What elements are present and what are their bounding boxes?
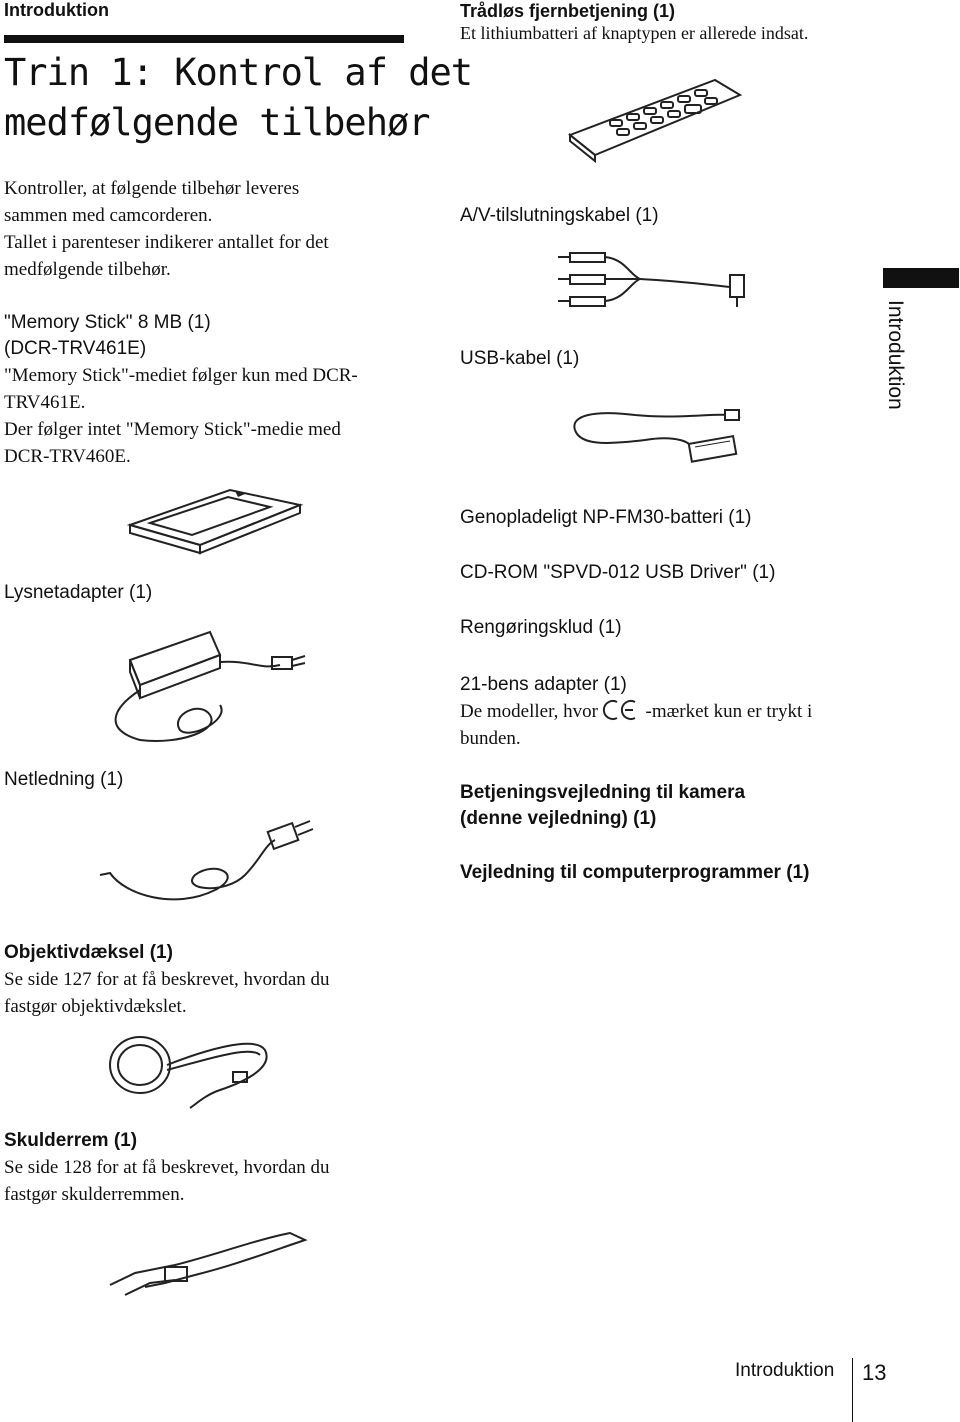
footer-section: Introduktion <box>735 1360 835 1381</box>
item-text: fastgør objektivdækslet. <box>4 996 187 1017</box>
item-heading: 21-bens adapter (1) <box>460 674 627 695</box>
lens-cap-item <box>4 940 330 1020</box>
intro-paragraph <box>4 175 329 283</box>
section-header: Introduktion <box>4 0 109 20</box>
item-heading: (denne vejledning) (1) <box>460 808 657 829</box>
item-heading: Trådløs fjernbetjening (1) <box>460 1 676 21</box>
item-text-part: De modeller, hvor <box>460 701 599 722</box>
item-text: fastgør skulderremmen. <box>4 1184 185 1205</box>
intro-line: Tallet i parenteser indikerer antallet for det <box>4 232 329 253</box>
item-text: TRV461E. <box>4 392 86 413</box>
cloth-heading: Rengøringsklud (1) <box>460 617 622 638</box>
battery-heading: Genopladeligt NP-FM30-batteri (1) <box>460 507 752 528</box>
usb-cable-heading: USB-kabel (1) <box>460 348 580 369</box>
item-text-part: -mærket kun er trykt i <box>645 701 813 722</box>
cdrom-heading: CD-ROM "SPVD-012 USB Driver" (1) <box>460 562 776 583</box>
page-title <box>4 48 472 148</box>
memory-stick-icon <box>120 485 310 565</box>
item-text: bunden. <box>460 728 521 749</box>
side-tab <box>877 300 907 440</box>
side-tab-bar <box>883 268 959 288</box>
side-tab-label: Introduktion <box>884 300 907 410</box>
footer-divider <box>852 1358 853 1422</box>
software-guide-heading: Vejledning til computerprogrammer (1) <box>460 862 810 883</box>
intro-line: sammen med camcorderen. <box>4 205 213 226</box>
item-heading: (DCR-TRV461E) <box>4 338 147 359</box>
av-cable-icon <box>540 245 760 315</box>
shoulder-strap-icon <box>105 1225 315 1305</box>
ac-adapter-heading: Lysnetadapter (1) <box>4 582 153 603</box>
usb-cable-icon <box>565 400 765 465</box>
memory-stick-item <box>4 310 358 470</box>
lens-cap-icon <box>105 1030 275 1115</box>
item-text: "Memory Stick"-mediet følger kun med DCR- <box>4 365 358 386</box>
page-number: 13 <box>862 1360 887 1385</box>
item-heading: Skulderrem (1) <box>4 1130 138 1151</box>
item-text: Se side 128 for at få beskrevet, hvordan du <box>4 1157 330 1178</box>
power-cord-heading: Netledning (1) <box>4 769 124 790</box>
item-text: DCR-TRV460E. <box>4 446 131 467</box>
item-heading: Objektivdæksel (1) <box>4 942 173 963</box>
av-cable-heading: A/V-tilslutningskabel (1) <box>460 205 659 226</box>
intro-line: Kontroller, at følgende tilbehør leveres <box>4 178 300 199</box>
shoulder-strap-item <box>4 1128 330 1208</box>
adapter21-item <box>460 672 812 752</box>
ce-mark-icon <box>603 699 641 721</box>
item-text: Et lithiumbatteri af knaptypen er allerede indsat. <box>460 23 809 43</box>
item-text: Der følger intet "Memory Stick"-medie med <box>4 419 341 440</box>
ac-adapter-icon <box>100 620 340 750</box>
remote-item <box>460 0 808 44</box>
header-rule <box>4 35 404 43</box>
item-text <box>460 698 812 725</box>
page-title-line2: medfølgende tilbehør <box>4 101 430 144</box>
remote-control-icon <box>565 65 745 165</box>
page-title-line1: Trin 1: Kontrol af det <box>4 51 473 94</box>
item-text: Se side 127 for at få beskrevet, hvordan du <box>4 969 330 990</box>
power-cord-icon <box>95 815 325 915</box>
manual-item <box>460 780 745 832</box>
intro-line: medfølgende tilbehør. <box>4 259 171 280</box>
item-heading: "Memory Stick" 8 MB (1) <box>4 312 211 333</box>
item-heading: Betjeningsvejledning til kamera <box>460 782 746 803</box>
